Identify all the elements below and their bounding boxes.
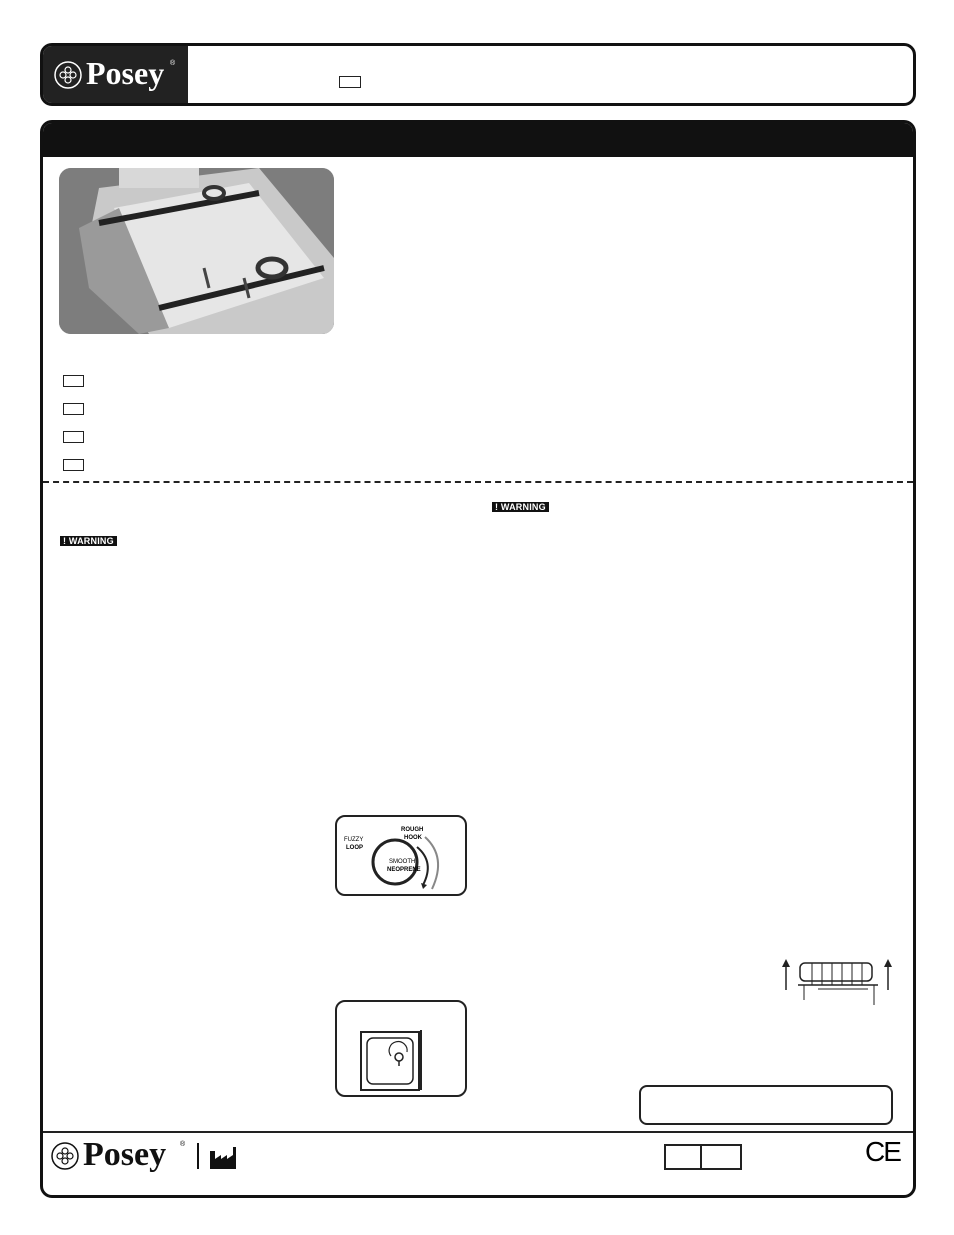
footer-brand-reg: ®: [180, 1141, 186, 1148]
label-rough: ROUGH: [401, 827, 424, 833]
hook-loop-diagram: [335, 815, 467, 896]
warning-label-right: [492, 502, 549, 512]
title-bar: [43, 123, 913, 157]
footer-divider: [197, 1143, 199, 1169]
brand-name: Posey: [86, 55, 165, 91]
header-logo-panel: [43, 46, 188, 103]
main-frame: [40, 120, 916, 1198]
warning-triangle-icon: !: [63, 536, 67, 546]
bed-photo-illustration: [59, 168, 334, 334]
label-loop: LOOP: [346, 845, 364, 851]
ce-mark: CE: [865, 1136, 900, 1167]
factory-icon: [210, 1147, 236, 1169]
option-checkbox-1[interactable]: [63, 375, 84, 387]
option-checkbox-3[interactable]: [63, 431, 84, 443]
lock-diagram: [335, 1000, 467, 1097]
section-divider: [43, 481, 913, 483]
footer-separator: [43, 1131, 913, 1133]
warning-triangle-icon: !: [495, 502, 499, 512]
warning-text-left: WARNING: [68, 536, 114, 546]
batch-code-divider: [700, 1146, 702, 1168]
warning-text-right: WARNING: [500, 502, 546, 512]
header-box: [40, 43, 916, 106]
option-checkbox-4[interactable]: [63, 459, 84, 471]
bed-raise-icon: [778, 955, 893, 1010]
product-photo: [59, 168, 334, 334]
posey-emblem-icon: [50, 1141, 80, 1171]
brand-reg: ®: [170, 60, 176, 67]
posey-emblem-icon: [53, 60, 83, 90]
label-smooth: SMOOTH: [389, 859, 416, 865]
option-checkbox-2[interactable]: [63, 403, 84, 415]
header-checkbox[interactable]: [339, 76, 361, 88]
footer-brand-name: Posey: [83, 1136, 167, 1173]
note-box: [639, 1085, 893, 1125]
label-hook: HOOK: [404, 835, 422, 841]
label-fuzzy: FUZZY: [344, 837, 364, 843]
label-neoprene: NEOPRENE: [387, 867, 421, 873]
warning-label-left: [60, 536, 117, 546]
lock-icon: [337, 1002, 465, 1095]
batch-code-box: [664, 1144, 742, 1170]
